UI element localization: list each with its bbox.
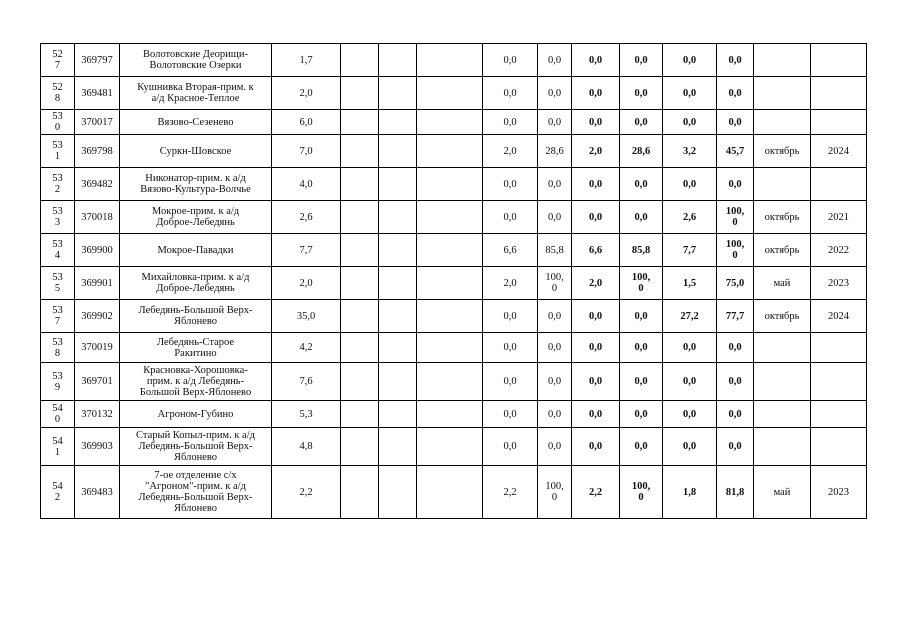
cell-c9: 0,0 xyxy=(538,363,572,401)
cell-c8: 0,0 xyxy=(483,110,538,135)
cell-c8: 2,0 xyxy=(483,135,538,168)
cell-month: октябрь xyxy=(754,234,811,267)
cell-c5 xyxy=(341,428,379,466)
cell-c6 xyxy=(379,300,417,333)
cell-year: 2024 xyxy=(811,300,867,333)
cell-c6 xyxy=(379,110,417,135)
cell-code: 369797 xyxy=(75,44,120,77)
cell-c11: 0,0 xyxy=(620,168,663,201)
cell-name: Лебедянь-Старое Ракитино xyxy=(120,333,272,363)
cell-year xyxy=(811,77,867,110)
cell-c11: 28,6 xyxy=(620,135,663,168)
cell-c8: 2,2 xyxy=(483,466,538,519)
cell-len: 4,0 xyxy=(272,168,341,201)
cell-code: 370132 xyxy=(75,401,120,428)
cell-month xyxy=(754,401,811,428)
cell-c11: 0,0 xyxy=(620,44,663,77)
cell-c10: 0,0 xyxy=(572,300,620,333)
cell-name: Никонатор-прим. к а/д Вязово-Культура-Волчье xyxy=(120,168,272,201)
cell-c11: 0,0 xyxy=(620,77,663,110)
cell-c13: 45,7 xyxy=(717,135,754,168)
cell-c7 xyxy=(417,135,483,168)
cell-code: 369481 xyxy=(75,77,120,110)
cell-c10: 0,0 xyxy=(572,201,620,234)
cell-c9: 28,6 xyxy=(538,135,572,168)
cell-code: 369482 xyxy=(75,168,120,201)
cell-c11: 0,0 xyxy=(620,110,663,135)
cell-year xyxy=(811,44,867,77)
cell-month xyxy=(754,77,811,110)
cell-name: Михайловка-прим. к а/д Доброе-Лебедянь xyxy=(120,267,272,300)
cell-c13: 77,7 xyxy=(717,300,754,333)
cell-month xyxy=(754,44,811,77)
cell-c8: 0,0 xyxy=(483,201,538,234)
cell-c5 xyxy=(341,333,379,363)
cell-c9: 85,8 xyxy=(538,234,572,267)
cell-c11: 0,0 xyxy=(620,300,663,333)
cell-c7 xyxy=(417,428,483,466)
cell-c6 xyxy=(379,234,417,267)
cell-month: октябрь xyxy=(754,201,811,234)
cell-c8: 0,0 xyxy=(483,333,538,363)
cell-c10: 0,0 xyxy=(572,428,620,466)
cell-c9: 100, 0 xyxy=(538,466,572,519)
cell-num: 53 2 xyxy=(41,168,75,201)
cell-c10: 0,0 xyxy=(572,401,620,428)
cell-len: 7,6 xyxy=(272,363,341,401)
cell-c5 xyxy=(341,401,379,428)
cell-month: октябрь xyxy=(754,300,811,333)
cell-c11: 100, 0 xyxy=(620,466,663,519)
cell-c9: 0,0 xyxy=(538,333,572,363)
cell-c7 xyxy=(417,300,483,333)
cell-c7 xyxy=(417,267,483,300)
cell-c10: 0,0 xyxy=(572,363,620,401)
table-row xyxy=(41,168,867,201)
cell-c12: 27,2 xyxy=(663,300,717,333)
cell-code: 369798 xyxy=(75,135,120,168)
cell-len: 4,8 xyxy=(272,428,341,466)
cell-c12: 7,7 xyxy=(663,234,717,267)
cell-c11: 85,8 xyxy=(620,234,663,267)
cell-code: 369901 xyxy=(75,267,120,300)
cell-c13: 0,0 xyxy=(717,77,754,110)
table-row xyxy=(41,44,867,77)
cell-month: октябрь xyxy=(754,135,811,168)
cell-c9: 0,0 xyxy=(538,77,572,110)
cell-c6 xyxy=(379,44,417,77)
cell-c8: 2,0 xyxy=(483,267,538,300)
cell-len: 35,0 xyxy=(272,300,341,333)
cell-c8: 0,0 xyxy=(483,300,538,333)
cell-c13: 0,0 xyxy=(717,401,754,428)
cell-c5 xyxy=(341,234,379,267)
road-repair-table xyxy=(40,43,867,519)
cell-c10: 2,0 xyxy=(572,135,620,168)
cell-year xyxy=(811,363,867,401)
cell-year xyxy=(811,401,867,428)
cell-c10: 6,6 xyxy=(572,234,620,267)
cell-c12: 0,0 xyxy=(663,333,717,363)
cell-code: 370018 xyxy=(75,201,120,234)
cell-name: Красновка-Хорошовка- прим. к а/д Лебедянь- Большой Верх-Яблонево xyxy=(120,363,272,401)
cell-year: 2024 xyxy=(811,135,867,168)
cell-num: 53 8 xyxy=(41,333,75,363)
cell-c6 xyxy=(379,267,417,300)
cell-num: 53 0 xyxy=(41,110,75,135)
cell-name: Мокрое-Павадки xyxy=(120,234,272,267)
cell-month xyxy=(754,168,811,201)
cell-code: 370019 xyxy=(75,333,120,363)
cell-code: 370017 xyxy=(75,110,120,135)
cell-year: 2023 xyxy=(811,466,867,519)
cell-code: 369900 xyxy=(75,234,120,267)
cell-c7 xyxy=(417,466,483,519)
cell-month: май xyxy=(754,267,811,300)
cell-c8: 0,0 xyxy=(483,401,538,428)
cell-c8: 0,0 xyxy=(483,168,538,201)
cell-num: 53 3 xyxy=(41,201,75,234)
cell-year xyxy=(811,428,867,466)
cell-name: Старый Копыл-прим. к а/д Лебедянь-Большой Верх- Яблонево xyxy=(120,428,272,466)
cell-c9: 0,0 xyxy=(538,110,572,135)
cell-code: 369701 xyxy=(75,363,120,401)
cell-name: Волотовские Деорищи- Волотовские Озерки xyxy=(120,44,272,77)
cell-c12: 0,0 xyxy=(663,363,717,401)
cell-c7 xyxy=(417,363,483,401)
table-row xyxy=(41,267,867,300)
cell-num: 52 8 xyxy=(41,77,75,110)
cell-c8: 0,0 xyxy=(483,44,538,77)
cell-c10: 2,0 xyxy=(572,267,620,300)
cell-c12: 2,6 xyxy=(663,201,717,234)
cell-c9: 0,0 xyxy=(538,401,572,428)
cell-c11: 100, 0 xyxy=(620,267,663,300)
cell-c8: 6,6 xyxy=(483,234,538,267)
cell-c11: 0,0 xyxy=(620,333,663,363)
cell-c7 xyxy=(417,110,483,135)
cell-c9: 0,0 xyxy=(538,428,572,466)
cell-c7 xyxy=(417,168,483,201)
cell-c6 xyxy=(379,77,417,110)
cell-code: 369902 xyxy=(75,300,120,333)
cell-month xyxy=(754,363,811,401)
cell-len: 2,0 xyxy=(272,77,341,110)
cell-name: 7-ое отделение с/х "Агроном"-прим. к а/д Лебедянь-Большой Верх- Яблонево xyxy=(120,466,272,519)
cell-c9: 0,0 xyxy=(538,168,572,201)
cell-name: Лебедянь-Большой Верх- Яблонево xyxy=(120,300,272,333)
cell-c11: 0,0 xyxy=(620,401,663,428)
cell-c5 xyxy=(341,267,379,300)
cell-c5 xyxy=(341,300,379,333)
cell-c6 xyxy=(379,401,417,428)
cell-c5 xyxy=(341,135,379,168)
cell-c7 xyxy=(417,201,483,234)
cell-c13: 0,0 xyxy=(717,110,754,135)
cell-len: 2,2 xyxy=(272,466,341,519)
cell-c10: 2,2 xyxy=(572,466,620,519)
cell-num: 54 1 xyxy=(41,428,75,466)
cell-c6 xyxy=(379,333,417,363)
cell-year: 2023 xyxy=(811,267,867,300)
cell-c12: 0,0 xyxy=(663,44,717,77)
cell-name: Вязово-Сезенево xyxy=(120,110,272,135)
cell-c12: 1,5 xyxy=(663,267,717,300)
cell-c12: 0,0 xyxy=(663,110,717,135)
cell-c6 xyxy=(379,168,417,201)
cell-code: 369483 xyxy=(75,466,120,519)
cell-month xyxy=(754,428,811,466)
cell-code: 369903 xyxy=(75,428,120,466)
table-row xyxy=(41,135,867,168)
cell-len: 1,7 xyxy=(272,44,341,77)
cell-c7 xyxy=(417,333,483,363)
cell-len: 5,3 xyxy=(272,401,341,428)
cell-c5 xyxy=(341,201,379,234)
cell-c13: 0,0 xyxy=(717,168,754,201)
cell-c9: 0,0 xyxy=(538,300,572,333)
cell-num: 53 9 xyxy=(41,363,75,401)
cell-c9: 0,0 xyxy=(538,44,572,77)
cell-c13: 0,0 xyxy=(717,44,754,77)
cell-name: Кушнивка Вторая-прим. к а/д Красное-Теплое xyxy=(120,77,272,110)
cell-c13: 100, 0 xyxy=(717,201,754,234)
cell-year xyxy=(811,110,867,135)
cell-c10: 0,0 xyxy=(572,44,620,77)
cell-year xyxy=(811,333,867,363)
cell-num: 54 0 xyxy=(41,401,75,428)
cell-c6 xyxy=(379,201,417,234)
cell-c12: 0,0 xyxy=(663,77,717,110)
cell-num: 54 2 xyxy=(41,466,75,519)
table-row xyxy=(41,300,867,333)
cell-c10: 0,0 xyxy=(572,77,620,110)
cell-len: 2,0 xyxy=(272,267,341,300)
cell-c11: 0,0 xyxy=(620,363,663,401)
cell-len: 4,2 xyxy=(272,333,341,363)
table-row xyxy=(41,401,867,428)
cell-c5 xyxy=(341,466,379,519)
cell-c7 xyxy=(417,77,483,110)
table-row xyxy=(41,110,867,135)
cell-month xyxy=(754,333,811,363)
cell-c13: 0,0 xyxy=(717,333,754,363)
cell-name: Мокрое-прим. к а/д Доброе-Лебедянь xyxy=(120,201,272,234)
cell-c11: 0,0 xyxy=(620,201,663,234)
cell-c9: 0,0 xyxy=(538,201,572,234)
cell-c12: 0,0 xyxy=(663,168,717,201)
cell-c10: 0,0 xyxy=(572,333,620,363)
cell-len: 6,0 xyxy=(272,110,341,135)
cell-c6 xyxy=(379,466,417,519)
cell-c5 xyxy=(341,168,379,201)
cell-year: 2022 xyxy=(811,234,867,267)
cell-c8: 0,0 xyxy=(483,363,538,401)
cell-num: 53 1 xyxy=(41,135,75,168)
table-row xyxy=(41,428,867,466)
cell-c6 xyxy=(379,363,417,401)
cell-c13: 81,8 xyxy=(717,466,754,519)
cell-num: 52 7 xyxy=(41,44,75,77)
table-row xyxy=(41,363,867,401)
cell-year: 2021 xyxy=(811,201,867,234)
cell-c9: 100, 0 xyxy=(538,267,572,300)
table-row xyxy=(41,77,867,110)
cell-c8: 0,0 xyxy=(483,77,538,110)
cell-c12: 0,0 xyxy=(663,401,717,428)
table-row xyxy=(41,466,867,519)
cell-c5 xyxy=(341,110,379,135)
cell-c5 xyxy=(341,44,379,77)
cell-c7 xyxy=(417,401,483,428)
cell-c6 xyxy=(379,135,417,168)
cell-c12: 3,2 xyxy=(663,135,717,168)
cell-c6 xyxy=(379,428,417,466)
table-row xyxy=(41,201,867,234)
cell-c10: 0,0 xyxy=(572,168,620,201)
cell-c8: 0,0 xyxy=(483,428,538,466)
cell-name: Агроном-Губино xyxy=(120,401,272,428)
cell-num: 53 4 xyxy=(41,234,75,267)
cell-year xyxy=(811,168,867,201)
cell-c11: 0,0 xyxy=(620,428,663,466)
cell-c7 xyxy=(417,234,483,267)
table-body xyxy=(41,44,867,519)
cell-name: Суркн-Шовское xyxy=(120,135,272,168)
cell-c13: 100, 0 xyxy=(717,234,754,267)
cell-len: 7,0 xyxy=(272,135,341,168)
cell-c12: 0,0 xyxy=(663,428,717,466)
cell-len: 2,6 xyxy=(272,201,341,234)
cell-c10: 0,0 xyxy=(572,110,620,135)
table-row xyxy=(41,234,867,267)
cell-num: 53 5 xyxy=(41,267,75,300)
cell-month: май xyxy=(754,466,811,519)
cell-len: 7,7 xyxy=(272,234,341,267)
cell-month xyxy=(754,110,811,135)
cell-c13: 75,0 xyxy=(717,267,754,300)
cell-c5 xyxy=(341,363,379,401)
cell-c13: 0,0 xyxy=(717,428,754,466)
table-row xyxy=(41,333,867,363)
cell-c7 xyxy=(417,44,483,77)
cell-c5 xyxy=(341,77,379,110)
cell-c13: 0,0 xyxy=(717,363,754,401)
cell-c12: 1,8 xyxy=(663,466,717,519)
cell-num: 53 7 xyxy=(41,300,75,333)
